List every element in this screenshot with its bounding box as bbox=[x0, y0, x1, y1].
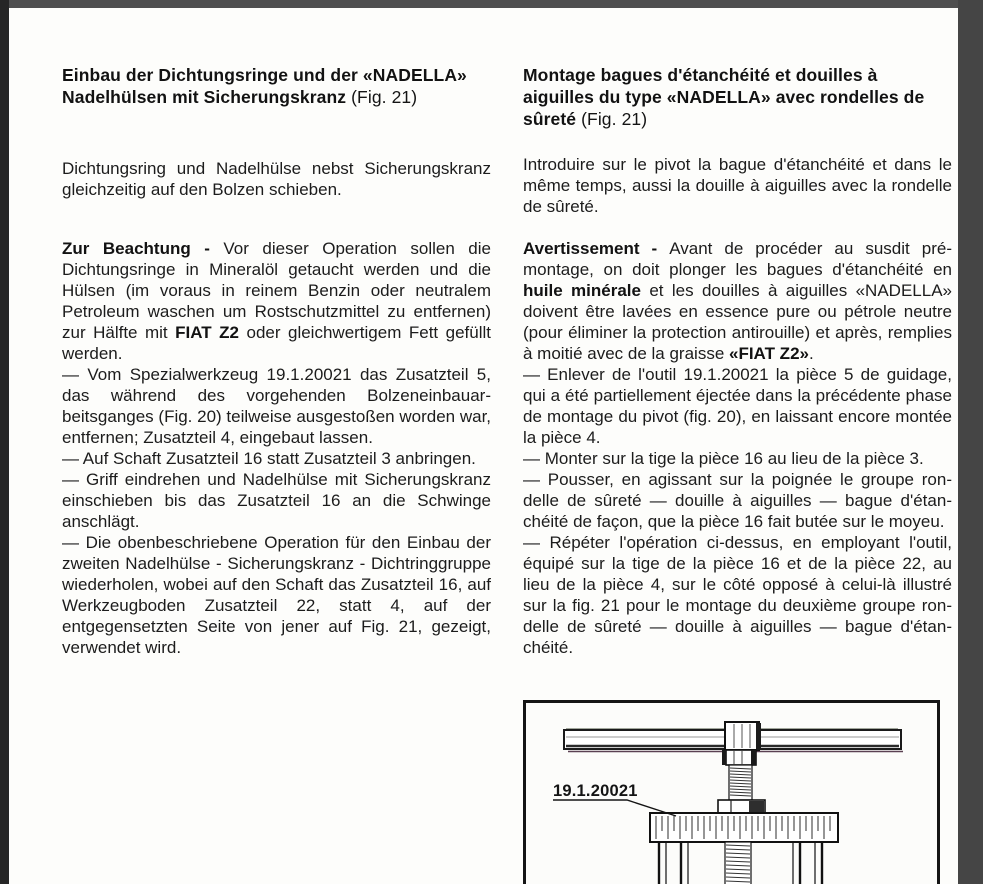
french-note-text-mid: et les douilles à aiguilles «NADELLA» doivent être lavées en essence pure ou pétrole neutre (pour éliminer la protection antirouille) et après, remplies à moitié avec de la graisse bbox=[523, 281, 952, 363]
french-step-item: — Monter sur la tige la pièce 16 au lieu de la pièce 3. bbox=[523, 449, 924, 468]
german-note-paragraph bbox=[62, 238, 491, 364]
threaded-spindle-icon bbox=[729, 765, 752, 800]
german-heading-bold: Einbau der Dichtungsringe und der «NADELLA» Nadelhülsen mit Sicherungskranz bbox=[62, 65, 467, 107]
french-step-item: — Répéter l'opération ci-dessus, en employant l'outil, équipé sur la tige de la pièce 16 et de la pièce 22, au lieu de la pièce 4, sur le côté opposé à celui-là illustré sur la fig. 21 pour le montage du deuxième groupe rondelle de sûreté — douille à aiguilles — bague d'étanchéité. bbox=[523, 533, 952, 657]
german-intro-paragraph: Dichtungsring und Nadelhülse nebst Sicherungskranz gleichzeitig auf den Bolzen schieben. bbox=[62, 159, 491, 199]
german-column bbox=[62, 64, 491, 658]
french-heading bbox=[523, 64, 952, 130]
french-note-text-end: . bbox=[808, 344, 814, 363]
tool-number-label: 19.1.20021 bbox=[553, 782, 638, 800]
handle-boss-icon bbox=[725, 722, 761, 750]
german-step-item: — Griff eindrehen und Nadelhülse mit Sicherungskranz einschieben bis das Zusatzteil 16 an die Schwinge anschlägt. bbox=[62, 470, 491, 531]
german-note-bold-fiat-z2: FIAT Z2 bbox=[175, 323, 239, 342]
hex-nut-icon bbox=[718, 800, 765, 813]
figure-21 bbox=[523, 700, 940, 884]
german-step-item: — Die obenbeschriebene Operation für den Einbau der zweiten Nadelhülse - Sicherungskranz - Dichtringgruppe wiederholen, wobei auf den Schaft das Zusatzteil 16, auf Werkzeugboden Zusatzteil 22, statt 4, auf der entgegensetzten Seite von jener auf Fig. 21, gezeigt, verwendet wird. bbox=[62, 533, 491, 657]
french-note-bold-fiat-z2: «FIAT Z2» bbox=[729, 344, 809, 363]
german-note-text: Vor dieser Operation sollen die Dichtungsringe in Mineralöl getaucht werden und die Hülsen (im voraus in reinem Benzin oder neutralem Petroleum waschen um Rostschutzmittel zu entfernen) zur Hälfte mit bbox=[62, 239, 491, 342]
french-heading-figref: (Fig. 21) bbox=[576, 109, 648, 129]
threaded-spindle-lower-icon bbox=[725, 842, 751, 884]
scan-edge-top bbox=[0, 0, 983, 8]
german-note-text-end: oder gleichwertigem Fett gefüllt werden. bbox=[62, 323, 492, 363]
french-step-item: — Pousser, en agissant sur la poignée le groupe rondelle de sûreté — douille à aiguilles — bague d'étanchéité de façon, que la pièce 16 fait butée sur le moyeu. bbox=[523, 470, 952, 531]
french-procedure-block bbox=[523, 238, 952, 658]
german-heading-figref: (Fig. 21) bbox=[346, 87, 418, 107]
spindle-collar-icon bbox=[722, 750, 756, 765]
german-heading bbox=[62, 64, 491, 108]
french-step-item: — Enlever de l'outil 19.1.20021 la pièce 5 de guidage, qui a été partiellement éjectée dans la précédente phase de montage du pivot (fig. 20), en laissant encore montée la pièce 4. bbox=[523, 365, 952, 447]
german-procedure-block bbox=[62, 238, 491, 658]
press-plate-icon bbox=[650, 813, 838, 842]
figure-21-drawing bbox=[526, 703, 937, 884]
french-note-text: Avant de procéder au susdit prémontage, on doit plonger les bagues d'étanchéité en bbox=[523, 239, 952, 279]
french-note-bold-huile-minerale: huile minérale bbox=[523, 281, 641, 300]
french-column bbox=[523, 64, 952, 658]
scan-edge-left bbox=[0, 0, 9, 884]
french-note-lead: Avertissement - bbox=[523, 239, 670, 258]
tool-number-callout bbox=[553, 782, 676, 816]
german-note-lead: Zur Beachtung - bbox=[62, 239, 224, 258]
scan-edge-right bbox=[958, 0, 983, 884]
german-step-item: — Vom Spezialwerkzeug 19.1.20021 das Zusatzteil 5, das während des vorgehenden Bolzeneinbauarbeitsganges (Fig. 20) teilweise ausgestoßen worden war, entfernen; Zusatzteil 4, eingebaut lassen. bbox=[62, 365, 492, 447]
french-intro-paragraph: Introduire sur le pivot la bague d'étanchéité et dans le même temps, aussi la douille à aiguilles avec la rondelle de sûreté. bbox=[523, 155, 952, 216]
german-step-item: — Auf Schaft Zusatzteil 16 statt Zusatzteil 3 anbringen. bbox=[62, 449, 476, 468]
french-note-paragraph bbox=[523, 238, 952, 364]
french-heading-bold: Montage bagues d'étanchéité et douilles à aiguilles du type «NADELLA» avec rondelles de sûreté bbox=[523, 65, 925, 129]
